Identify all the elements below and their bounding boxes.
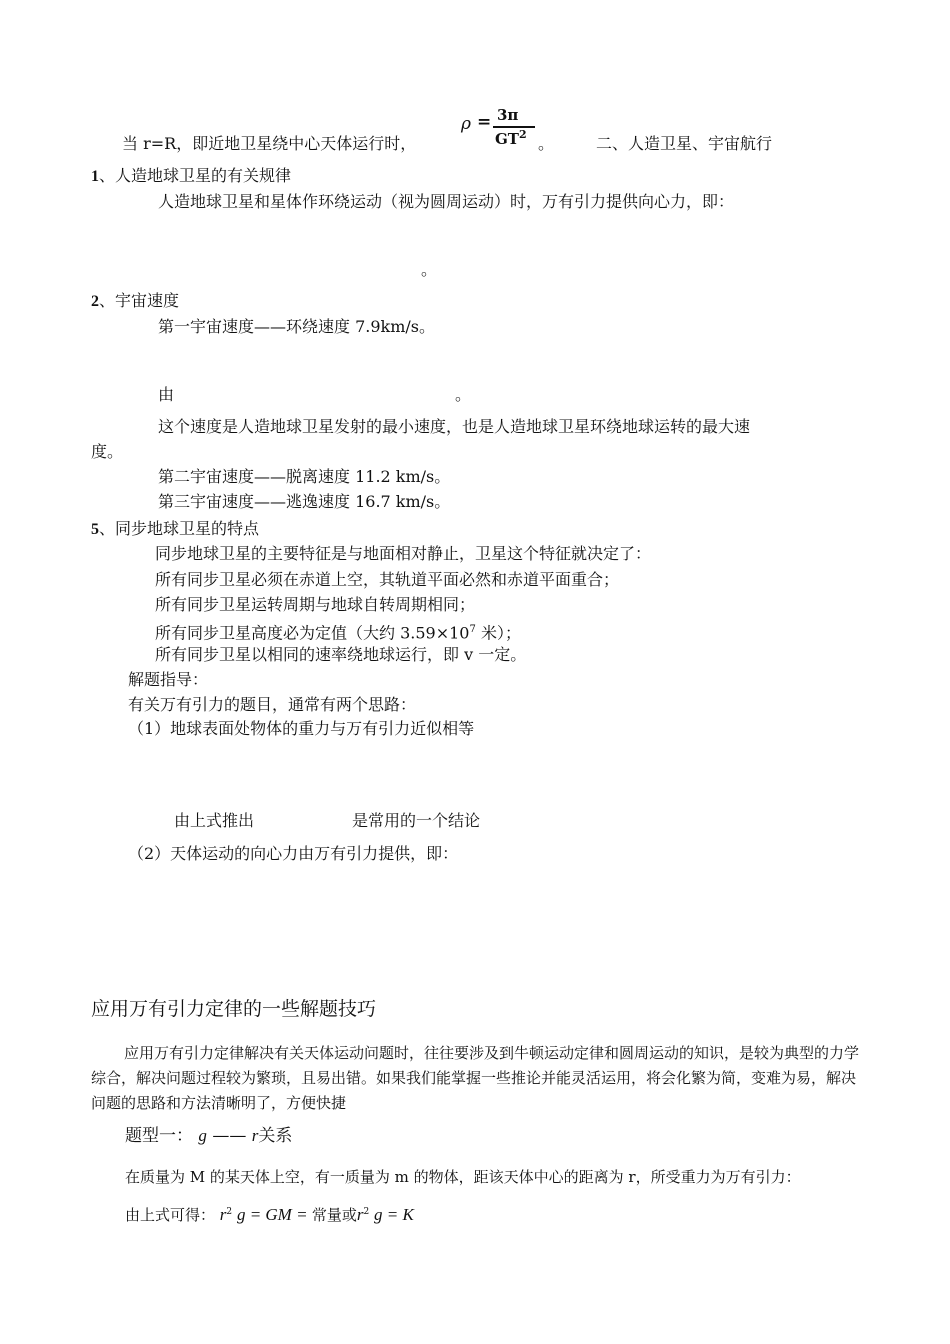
sync-feature-5: 所有同步卫星以相同的速率绕地球运行，即 v 一定。 [155,645,527,664]
near-earth-line-end: 。 [538,134,555,153]
formula-denominator: $GT^2$ [495,128,527,148]
guide-approach-1: （1）地球表面处物体的重力与万有引力近似相等 [128,719,475,738]
heading-1: 1、人造地球卫星的有关规律 [91,166,292,185]
rho-symbol: ρ [461,114,471,134]
paragraph-gravity-centripetal: 人造地球卫星和星体作环绕运动（视为圆周运动）时，万有引力提供向心力，即： [158,192,735,211]
density-formula [461,106,541,154]
guide-approach-2: （2）天体运动的向心力由万有引力提供，即： [128,844,459,863]
velocity-explanation-1: 这个速度是人造地球卫星发射的最小速度，也是人造地球卫星环绕地球运转的最大速 [158,417,751,436]
third-cosmic-velocity: 第三宇宙速度——逃逸速度 16.7 km/s。 [158,492,451,511]
period-mark-2: 。 [455,385,472,404]
formula-numerator: 3π [497,106,519,124]
derived-label: 由上式推出 [174,811,255,830]
section-heading: 应用万有引力定律的一些解题技巧 [91,998,377,1020]
second-cosmic-velocity: 第二宇宙速度——脱离速度 11.2 km/s。 [158,467,451,486]
sync-feature-1: 同步地球卫星的主要特征是与地面相对静止，卫星这个特征就决定了： [155,544,652,563]
first-cosmic-velocity: 第一宇宙速度——环绕速度 7.9km/s。 [158,317,436,336]
from-label: 由 [158,385,175,404]
guide-intro: 有关万有引力的题目，通常有两个思路： [128,695,417,714]
near-earth-line: 当 r=R，即近地卫星绕中心天体运行时， [122,134,417,153]
heading-2: 2、宇宙速度 [91,291,180,310]
intro-paragraph: 应用万有引力定律解决有关天体运动问题时，往往要涉及到牛顿运动定律和圆周运动的知识，是较为典型的力学综合，解决问题过程较为繁琐，且易出错。如果我们能掌握一些推论并能灵活运用，将会化繁为简，变难为易，解决问题的思路和方法清晰明了，方便快捷 [91,1044,860,1112]
sync-feature-4: 所有同步卫星高度必为定值（大约 $3.59\times 10^7$ 米）； [155,623,521,643]
velocity-explanation-2: 度。 [91,442,124,461]
sync-feature-2: 所有同步卫星必须在赤道上空，其轨道平面必然和赤道平面重合； [155,570,620,589]
problem-type-1: 题型一： g —— r关系 [125,1126,293,1146]
equals-sign: = [477,112,492,132]
heading-5: 5、同步地球卫星的特点 [91,519,260,538]
mass-description: 在质量为 M 的某天体上空，有一质量为 m 的物体，距该天体中心的距离为 r，所受重力为万有引力： [125,1168,801,1186]
gravity-relation: 由上式可得： $r^2$ g = GM = 常量或$r^2$ g = K [125,1205,414,1224]
guide-title: 解题指导： [128,670,209,689]
common-conclusion-label: 是常用的一个结论 [352,811,481,830]
period-mark-1: 。 [421,260,438,279]
sync-feature-3: 所有同步卫星运转周期与地球自转周期相同； [155,595,476,614]
section-title-satellites: 二、人造卫星、宇宙航行 [596,134,773,153]
